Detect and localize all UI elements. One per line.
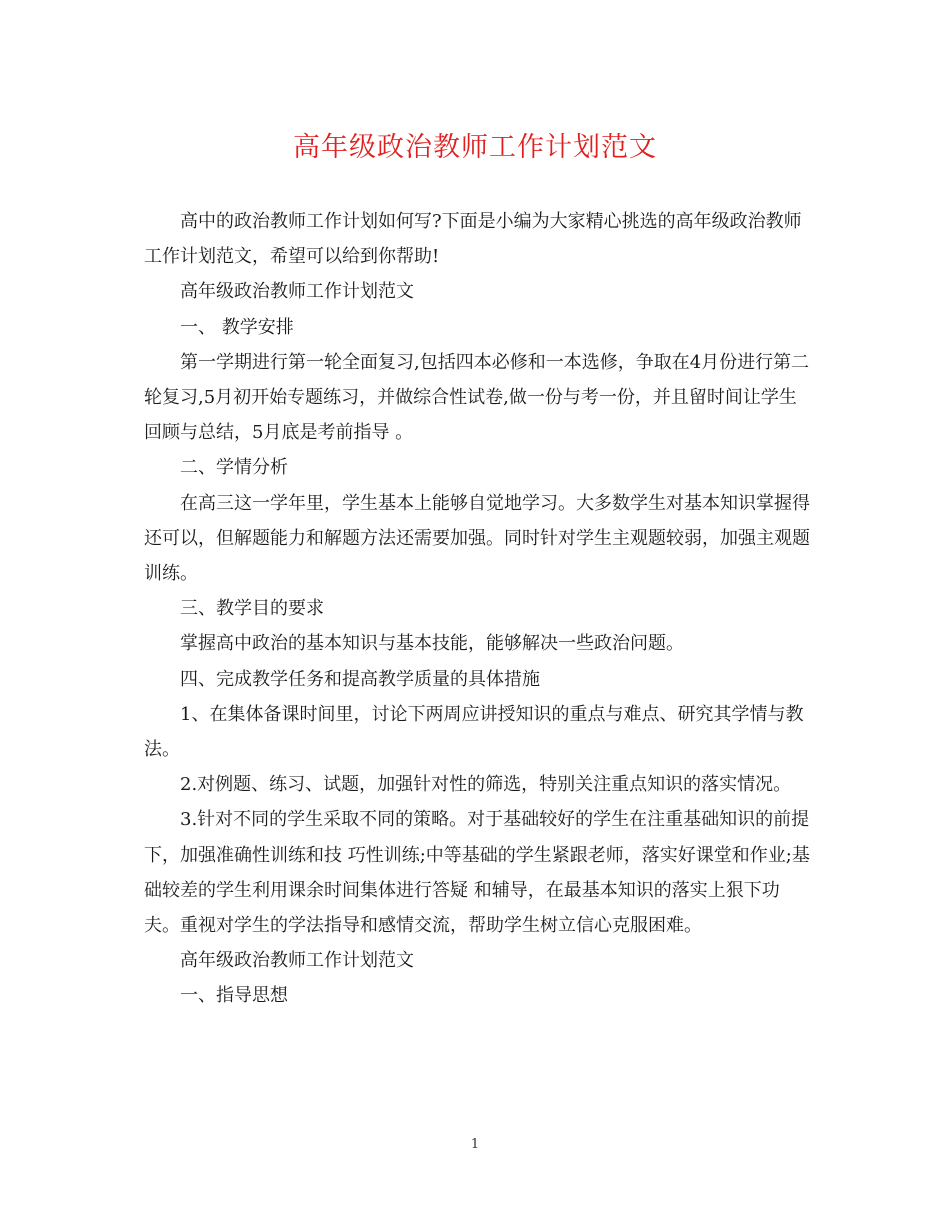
intro-paragraph: 高中的政治教师工作计划如何写?下面是小编为大家精心挑选的高年级政治教师工作计划范文，希望可以给到你帮助! [144,211,802,268]
section-heading: 高年级政治教师工作计划范文 [180,950,414,972]
document-body [144,204,812,1014]
body-paragraph: 3.针对不同的学生采取不同的策略。对于基础较好的学生在注重基础知识的前提下，加强准确性训练和技 巧性训练;中等基础的学生紧跟老师，落实好课堂和作业;基础较差的学生利用课余时间集体进行答疑 和辅导，在最基本知识的落实上狠下功夫。重视对学生的学法指导和感情交流，帮助学生树立信心克服困难。 [144,809,810,937]
page-number: 1 [470,1137,480,1152]
body-paragraph: 2.对例题、练习、试题，加强针对性的筛选，特别关注重点知识的落实情况。 [180,774,792,796]
section-heading: 一、指导思想 [180,985,288,1007]
section-heading: 三、教学目的要求 [180,598,324,620]
section-heading: 四、完成教学任务和提高教学质量的具体措施 [180,668,540,690]
page-title: 高年级政治教师工作计划范文 [293,132,657,163]
body-paragraph: 1、在集体备课时间里，讨论下两周应讲授知识的重点与难点、研究其学情与教法。 [144,703,804,761]
section-heading: 一、 教学安排 [180,316,294,338]
section-heading: 高年级政治教师工作计划范文 [180,281,414,303]
body-paragraph: 第一学期进行第一轮全面复习,包括四本必修和一本选修，争取在4月份进行第二轮复习,5月初开始专题练习，并做综合性试卷,做一份与考一份，并且留时间让学生回顾与总结，5月底是考前指导 。 [144,351,810,444]
body-paragraph: 在高三这一学年里，学生基本上能够自觉地学习。大多数学生对基本知识掌握得还可以，但解题能力和解题方法还需要加强。同时针对学生主观题较弱，加强主观题训练。 [144,492,810,585]
body-paragraph: 掌握高中政治的基本知识与基本技能，能够解决一些政治问题。 [180,633,684,655]
section-heading: 二、学情分析 [180,457,288,479]
